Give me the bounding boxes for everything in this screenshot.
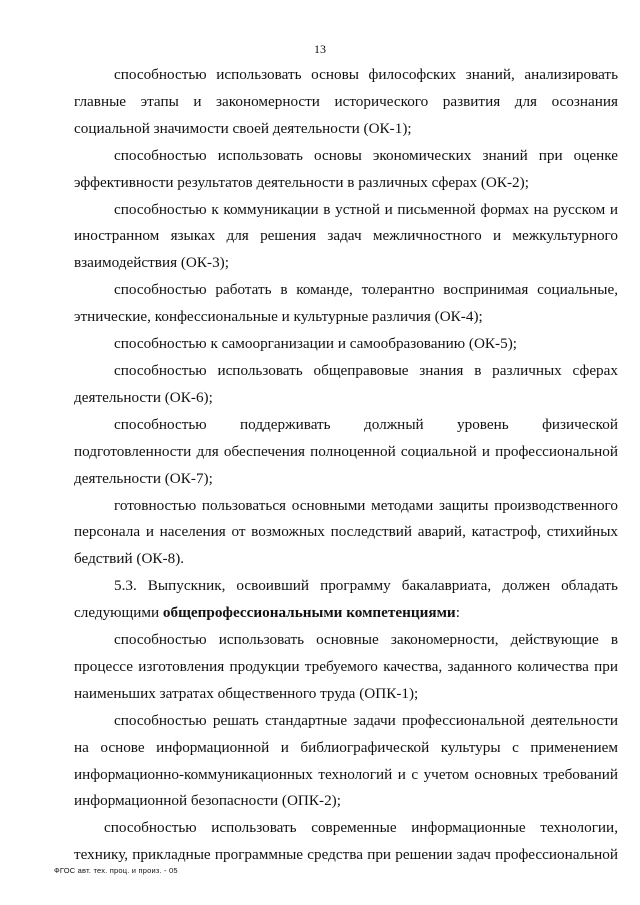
- competency-ok-8: готовностью пользоваться основными методами защиты производственного персонала и населения от возможных последствий аварий, катастроф, стихийных бедствий (ОК-8).: [74, 496, 618, 568]
- footer-doc-code: ФГОС авт. тех. проц. и произ. - 05: [54, 866, 178, 875]
- document-body: [74, 62, 618, 869]
- competency-opk-1: способностью использовать основные закономерности, действующие в процессе изготовления продукции требуемого качества, заданного количества при наименьших затратах общественного труда (ОПК-1);: [74, 631, 618, 702]
- page-number: 13: [314, 42, 326, 56]
- competency-ok-2: способностью использовать основы экономических знаний при оценке эффективности результатов деятельности в различных сферах (ОК-2);: [74, 146, 618, 191]
- competency-opk-2: способностью решать стандартные задачи профессиональной деятельности на основе информационной и библиографической культуры с применением информационно-коммуникационных технологий и с учетом основных требований информационной безопасности (ОПК-2);: [74, 711, 618, 810]
- section-5-3-tail: :: [455, 604, 460, 622]
- competency-ok-1: способностью использовать основы философских знаний, анализировать главные этапы и закономерности исторического развития для осознания социальной значимости своей деятельности (ОК-1);: [74, 66, 618, 137]
- competency-ok-3: способностью к коммуникации в устной и письменной формах на русском и иностранном языках для решения задач межличностного и межкультурного взаимодействия (ОК-3);: [74, 200, 618, 272]
- competency-ok-7: способностью поддерживать должный уровень физической подготовленности для обеспечения полноценной социальной и профессиональной деятельности (ОК-7);: [74, 415, 618, 487]
- competency-ok-5: способностью к самоорганизации и самообразованию (ОК-5);: [114, 335, 517, 353]
- competency-opk-3-partial: способностью использовать современные информационные технологии, технику, прикладные программные средства при решении задач профессиональной: [74, 819, 618, 864]
- section-5-3-bold-term: общепрофессиональными компетенциями: [162, 604, 456, 622]
- competency-ok-6: способностью использовать общеправовые знания в различных сферах деятельности (ОК-6);: [74, 361, 618, 406]
- section-5-3-intro: [74, 573, 618, 627]
- competency-ok-4: способностью работать в команде, толерантно воспринимая социальные, этнические, конфессиональные и культурные различия (ОК-4);: [74, 281, 618, 326]
- section-5-3-lead: 5.3. Выпускник, освоивший программу бакалавриата, должен обладать следующими: [74, 577, 618, 622]
